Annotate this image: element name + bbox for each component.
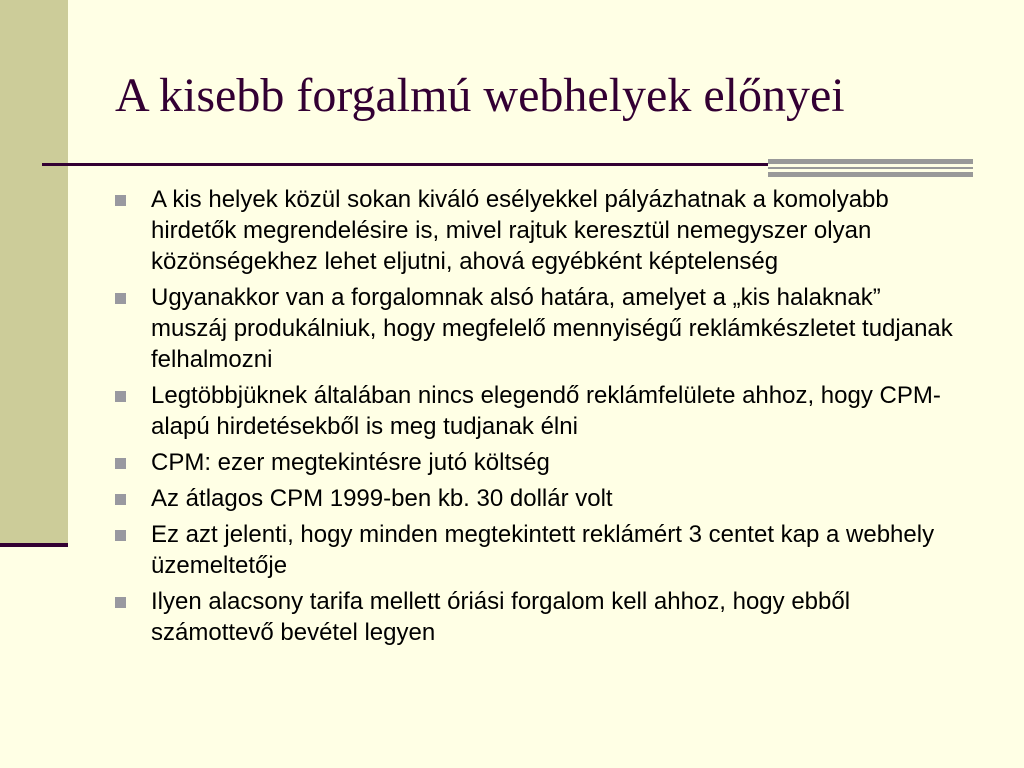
bullet-text: A kis helyek közül sokan kiváló esélyekkel pályázhatnak a komolyabb hirdetők megrendelésire is, mivel rajtuk keresztül nemegyszer olyan közönségekhez lehet eljutni, ahová egyébként képtelenség — [151, 186, 889, 275]
bullet-text: Ilyen alacsony tarifa mellett óriási forgalom kell ahhoz, hogy ebből számottevő bevétel legyen — [151, 588, 851, 646]
divider-accent-bar — [768, 159, 973, 164]
left-decorative-band — [0, 0, 68, 543]
square-bullet-icon — [115, 530, 126, 541]
divider-accent-bar — [768, 172, 973, 177]
square-bullet-icon — [115, 458, 126, 469]
square-bullet-icon — [115, 494, 126, 505]
left-band-rule — [0, 543, 68, 547]
divider-accent-bar — [768, 167, 973, 169]
bullet-text: Ez azt jelenti, hogy minden megtekintett reklámért 3 centet kap a webhely üzemeltetője — [151, 521, 935, 579]
slide-title: A kisebb forgalmú webhelyek előnyei — [115, 69, 845, 122]
bullet-item — [115, 447, 955, 478]
bullet-item — [115, 586, 955, 648]
bullet-text: Legtöbbjüknek általában nincs elegendő reklámfelülete ahhoz, hogy CPM-alapú hirdetésekből is meg tudjanak élni — [151, 382, 941, 440]
square-bullet-icon — [115, 391, 126, 402]
bullet-item — [115, 519, 955, 581]
bullet-text: Az átlagos CPM 1999-ben kb. 30 dollár volt — [151, 485, 613, 512]
title-divider — [42, 163, 768, 166]
bullet-text: Ugyanakkor van a forgalomnak alsó határa, amelyet a „kis halaknak” muszáj produkálniuk, hogy megfelelő mennyiségű reklámkészletet tudjanak felhalmozni — [151, 284, 953, 373]
square-bullet-icon — [115, 195, 126, 206]
bullet-item — [115, 483, 955, 514]
bullet-item — [115, 184, 955, 277]
bullet-text: CPM: ezer megtekintésre jutó költség — [151, 449, 550, 476]
square-bullet-icon — [115, 293, 126, 304]
bullet-item — [115, 282, 955, 375]
square-bullet-icon — [115, 597, 126, 608]
bullet-item — [115, 380, 955, 442]
bullet-list — [115, 184, 955, 653]
